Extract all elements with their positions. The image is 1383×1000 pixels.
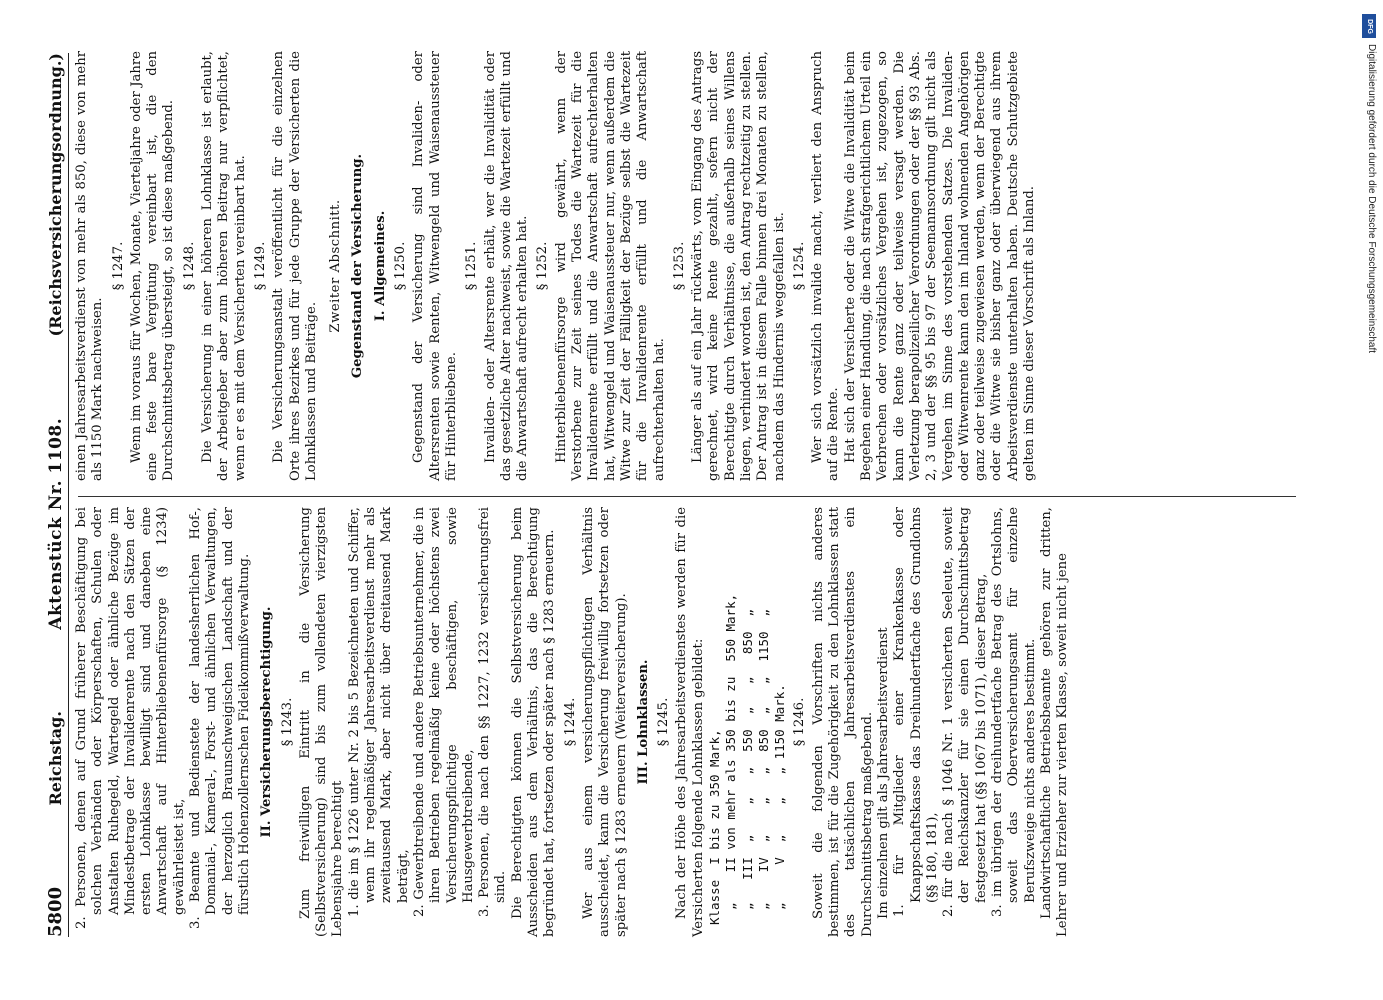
section-number: § 1251. bbox=[464, 241, 480, 291]
right-column bbox=[74, 51, 1038, 481]
paragraph: Wer aus einem versicherungspflichtigen Verhältnis ausscheidet, kann die Versicherung freiwillig fortsetzen oder später nach § 1283 erneuern (Weiterversicherung). bbox=[580, 507, 629, 937]
paragraph: Wer sich vorsätzlich invalide macht, verliert den Anspruch auf die Rente. bbox=[810, 51, 842, 481]
section-number: § 1253. bbox=[671, 241, 687, 291]
page-header bbox=[34, 53, 64, 937]
header-rule bbox=[68, 53, 69, 937]
dfg-logo-icon: DFG bbox=[1362, 14, 1376, 38]
paragraph: Soweit die folgenden Vorschriften nichts anderes bestimmen, ist für die Zugehörigkeit zu den Lohnklassen statt des tatsächlichen Jahresarbeitsverdienstes ein Durchschnittsbetrag maßgebend. bbox=[810, 507, 875, 937]
class-row: „ II von mehr als 350 bis zu 550 Mark, bbox=[723, 593, 739, 925]
paragraph: Hinterbliebenenfürsorge wird gewährt, wenn der Verstorbene zur Zeit seines Todes die Wartezeit für die Invalidenrente erfüllt und die Anwartschaft aufrechterhalten hat, Witwengeld und Waisenaussteuer nur, wenn außerdem die Witwe zur Zeit der Fälligkeit der Bezüge selbst die Wartezeit für die Invalidenrente erfüllt und die Anwartschaft aufrechterhalten hat. bbox=[553, 51, 667, 481]
page-number: 5800 bbox=[44, 886, 66, 937]
list-item: 3. Personen, die nach den §§ 1227, 1232 versicherungsfrei sind. bbox=[477, 507, 509, 917]
section-number: § 1249. bbox=[252, 241, 268, 291]
list-item: 2. für die nach § 1046 Nr. 1 versicherten Seeleute, soweit der Reichskanzler für sie einen Durchschnittsbetrag festgesetzt hat (§§ 1067 bis 1071), dieser Betrag, bbox=[941, 507, 989, 917]
section-heading: II. Versicherungsberechtigung. bbox=[259, 606, 275, 838]
section-number: § 1243. bbox=[279, 697, 295, 747]
list-item: 1. die im § 1226 unter Nr. 2 bis 5 Bezeichneten und Schiffer, wenn ihr regelmäßiger Jahresarbeitsverdienst mehr als zweitausend Mark, aber nicht über dreitausend Mark beträgt, bbox=[346, 507, 411, 917]
section-heading: I. Allgemeines. bbox=[372, 210, 388, 322]
class-row: „ III „ „ „ 550 „ „ 850 „ bbox=[739, 608, 755, 925]
list-item: 1. für Mitglieder einer Krankenkasse oder Knappschaftskasse das Dreihundertfache des Grundlohns (§§ 180, 181), bbox=[892, 507, 940, 917]
section-number: § 1246. bbox=[792, 697, 808, 747]
paragraph: Die Versicherung in einer höheren Lohnklasse ist erlaubt, der Arbeitgeber aber zum höheren Beitrag nur verpflichtet, wenn er es mit dem Versicherten vereinbart hat. bbox=[200, 51, 248, 481]
section-number: § 1245. bbox=[656, 697, 672, 747]
class-row: Klasse I bis zu 350 Mark, bbox=[706, 729, 722, 925]
section-number: § 1252. bbox=[535, 241, 551, 291]
paragraph: Länger als auf ein Jahr rückwärts, vom Eingang des Antrags gerechnet, wird keine Rente gezahlt, sofern nicht der Berechtigte durch Verhältnisse, die außerhalb seines Willens liegen, verhindert worden ist, den Antrag rechtzeitig zu stellen. Der Antrag ist in diesem Falle binnen drei Monaten zu stellen, nachdem das Hindernis weggefallen ist. bbox=[690, 51, 787, 481]
paragraph: Die Berechtigten können die Selbstversicherung beim Ausscheiden aus dem Verhältnis, das die Berechtigung begründet hat, fortsetzen oder später nach § 1283 erneuern. bbox=[509, 507, 558, 937]
paragraph: Nach der Höhe des Jahresarbeitsverdienstes werden für die Versicherten folgende Lohnklassen gebildet: bbox=[674, 507, 706, 937]
section-number: § 1247. bbox=[110, 241, 126, 291]
header-left: Reichstag. bbox=[45, 711, 65, 806]
paragraph: 3. Beamte und Bedienstete der landesherrlichen Hof-, Domanial-, Kameral-, Forst- und ähnlichen Verwaltungen, der herzoglich Braunschweigischen Landschaft und der fürstlich Hohenzollernschen Fideikommißverwaltung. bbox=[188, 507, 252, 929]
header-center: Aktenstück Nr. 1108. bbox=[45, 417, 66, 630]
column-divider bbox=[78, 496, 1296, 497]
paragraph: Invaliden- oder Altersrente erhält, wer die Invalidität oder das gesetzliche Alter nachweist, sowie die Wartezeit erfüllt und die Anwartschaft aufrecht erhalten hat. bbox=[482, 51, 531, 481]
list-item: 3. im übrigen der dreihundertfache Betrag des Ortslohns, soweit das Oberversicherungsamt für einzelne Berufszweige nichts anderes bestimmt. bbox=[990, 507, 1038, 917]
chapter-label: Zweiter Abschnitt. bbox=[328, 199, 344, 333]
paragraph: Gegenstand der Versicherung sind Invaliden- oder Altersrenten sowie Renten, Witwengeld und Waisenaussteuer für Hinterbliebene. bbox=[411, 51, 459, 481]
paragraph: Landwirtschaftliche Betriebsbeamte gehören zur dritten, Lehrer und Erzieher zur vierten Klasse, soweit nicht jene bbox=[1038, 507, 1071, 937]
class-row: „ IV „ „ „ 850 „ „ 1150 „ bbox=[755, 608, 771, 925]
section-number: § 1250. bbox=[393, 241, 409, 291]
document-page bbox=[30, 35, 1320, 955]
section-number: § 1254. bbox=[791, 241, 807, 291]
section-number: § 1244. bbox=[562, 697, 578, 747]
paragraph: einen Jahresarbeitsverdienst von mehr als 850, diese von mehr als 1150 Mark nachweisen. bbox=[74, 51, 106, 481]
paragraph: Hat sich der Versicherte oder die Witwe die Invalidität beim Begehen einer Handlung, die nach strafgerichtlichem Urteil ein Verbrechen oder vorsätzliches Vergehen ist, zugezogen, so kann die Rente ganz oder teilweise versagt werden. Die Verletzung berapolizeilicher Verordnungen oder der §§ 93 Abs. 2, 3 und der §§ 95 bis 97 der Seemannsordnung gilt nicht als Vergehen im Sinne des vorstehenden Satzes. Die Invaliden- oder Witwenrente kann den im Inland wohnenden Angehörigen ganz oder teilweise zugewiesen werden, wenn der Berechtigte oder die Witwe sie bisher ganz oder überwiegend aus ihrem Arbeitsverdienste unterhalten haben. Deutsche Schutzgebiete gelten im Sinne dieser Vorschrift als Inland. bbox=[842, 51, 1038, 481]
section-number: § 1248. bbox=[181, 241, 197, 291]
paragraph: Zum freiwilligen Eintritt in die Versicherung (Selbstversicherung) sind bis zum vollendeten vierzigsten Lebensjahre berechtigt bbox=[297, 507, 346, 937]
paragraph: Die Versicherungsanstalt veröffentlicht für die einzelnen Orte ihres Bezirkes und für jede Gruppe der Versicherten die Lohnklassen und Beiträge. bbox=[271, 51, 319, 481]
paragraph: Wenn im voraus für Wochen, Monate, Vierteljahre oder Jahre eine feste bare Vergütung vereinbart ist, die den Durchschnittsbetrag übersteigt, so ist diese maßgebend. bbox=[128, 51, 177, 481]
header-right: (Reichsversicherungsordnung.) bbox=[45, 53, 65, 337]
list-item: 2. Gewerbtreibende und andere Betriebsunternehmer, die in ihren Betrieben regelmäßig keine oder höchstens zwei Versicherungspflichtige beschäftigen, sowie Hausgewerbtreibende, bbox=[411, 507, 476, 917]
paragraph: Im einzelnen gilt als Jahresarbeitsverdienst bbox=[875, 627, 891, 919]
class-row: „ V „ „ „ 1150 Mark. bbox=[772, 684, 788, 925]
chapter-title: Gegenstand der Versicherung. bbox=[350, 153, 366, 379]
digitization-credit: Digitalisierung gefördert durch die Deutsche Forschungsgemeinschaft bbox=[1366, 44, 1377, 354]
section-heading: III. Lohnklassen. bbox=[635, 659, 651, 785]
paragraph: 2. Personen, denen auf Grund früherer Beschäftigung bei solchen Verbänden oder Körperschaften, Schulen oder Anstalten Ruhegeld, Wartegeld oder ähnliche Bezüge im Mindestbetrage der Invalidenrente nach den Sätzen der ersten Lohnklasse bewilligt sind und daneben eine Anwartschaft auf Hinterbliebenenfürsorge (§ 1234) gewährleistet ist, bbox=[74, 507, 187, 929]
left-column bbox=[74, 507, 1072, 937]
